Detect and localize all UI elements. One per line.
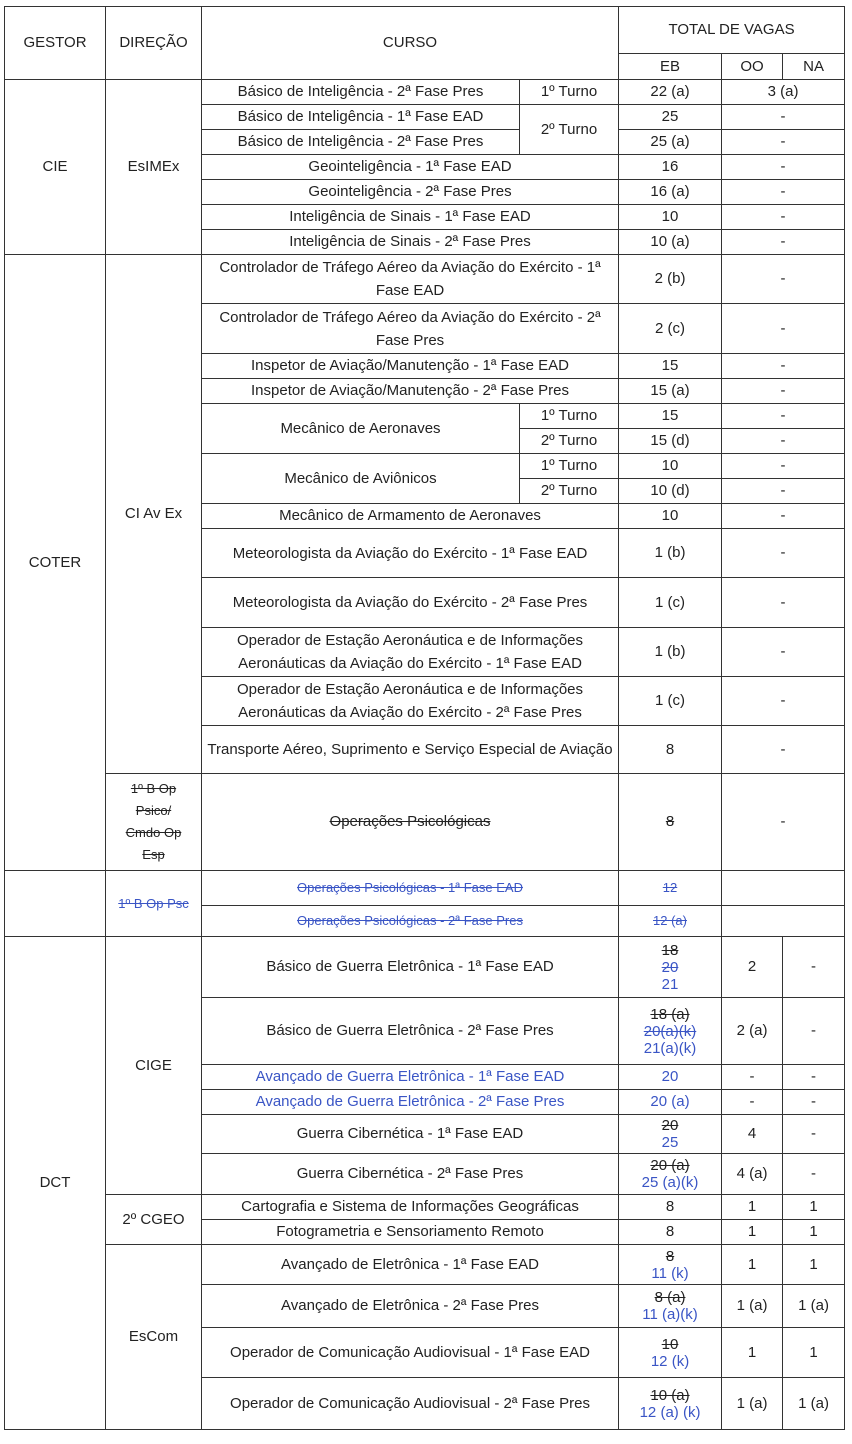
oo-cell: 2 (a) [722, 998, 783, 1065]
curso-cell: Básico de Inteligência - 1ª Fase EAD [202, 105, 520, 130]
eb-cell: 16 [619, 155, 722, 180]
na-cell: 1 (a) [783, 1285, 845, 1328]
eb-cell: 20 [619, 1065, 722, 1090]
eb-cell: 20 (a) 25 (a)(k) [619, 1154, 722, 1195]
eb-cell: 10 (d) [619, 479, 722, 504]
eb-cell: 18 20 21 [619, 937, 722, 998]
oo-cell: 1 [722, 1195, 783, 1220]
eb-cell: 10 (a) [619, 230, 722, 255]
direcao-escom: EsCom [106, 1245, 202, 1430]
eb-cell: 8 [619, 774, 722, 871]
eb-cell: 25 [619, 105, 722, 130]
turno-cell: 1º Turno [520, 454, 619, 479]
direcao-b-op-psc: 1º B Op Psc [106, 871, 202, 937]
curso-cell: Avançado de Guerra Eletrônica - 1ª Fase EAD [202, 1065, 619, 1090]
eb-cell: 10 12 (k) [619, 1328, 722, 1378]
curso-cell: Inteligência de Sinais - 1ª Fase EAD [202, 205, 619, 230]
curso-cell: Controlador de Tráfego Aéreo da Aviação do Exército - 1ª Fase EAD [202, 255, 619, 304]
oona-cell: - [722, 155, 845, 180]
oona-cell: - [722, 404, 845, 429]
na-cell: 1 [783, 1328, 845, 1378]
eb-cell: 10 [619, 205, 722, 230]
curso-cell: Básico de Guerra Eletrônica - 2ª Fase Pres [202, 998, 619, 1065]
na-cell: - [783, 1090, 845, 1115]
eb-cell: 15 [619, 354, 722, 379]
direcao-psico-old: 1º B Op Psico/ Cmdo Op Esp [106, 774, 202, 871]
oo-cell: 1 [722, 1245, 783, 1285]
eb-cell: 15 (d) [619, 429, 722, 454]
eb-cell: 8 [619, 726, 722, 774]
eb-cell: 1 (b) [619, 628, 722, 677]
oona-cell: - [722, 504, 845, 529]
oo-cell: 2 [722, 937, 783, 998]
curso-cell: Avançado de Guerra Eletrônica - 2ª Fase Pres [202, 1090, 619, 1115]
eb-cell: 16 (a) [619, 180, 722, 205]
curso-cell: Mecânico de Armamento de Aeronaves [202, 504, 619, 529]
eb-cell: 8 11 (k) [619, 1245, 722, 1285]
oona-cell: - [722, 628, 845, 677]
header-total-vagas: TOTAL DE VAGAS [619, 7, 845, 54]
eb-cell: 8 (a) 11 (a)(k) [619, 1285, 722, 1328]
eb-cell: 15 (a) [619, 379, 722, 404]
curso-cell: Básico de Guerra Eletrônica - 1ª Fase EAD [202, 937, 619, 998]
eb-cell: 22 (a) [619, 80, 722, 105]
header-gestor: GESTOR [5, 7, 106, 80]
curso-cell: Fotogrametria e Sensoriamento Remoto [202, 1220, 619, 1245]
na-cell: - [783, 1115, 845, 1154]
curso-cell: Meteorologista da Aviação do Exército - 2ª Fase Pres [202, 578, 619, 628]
turno-cell: 2º Turno [520, 105, 619, 155]
eb-cell: 1 (b) [619, 529, 722, 578]
curso-cell: Inspetor de Aviação/Manutenção - 2ª Fase Pres [202, 379, 619, 404]
oona-cell: - [722, 479, 845, 504]
header-curso: CURSO [202, 7, 619, 80]
table-row [5, 937, 845, 998]
curso-cell: Inspetor de Aviação/Manutenção - 1ª Fase EAD [202, 354, 619, 379]
na-cell: 1 [783, 1245, 845, 1285]
na-cell: - [783, 937, 845, 998]
header-eb: EB [619, 54, 722, 80]
oona-cell: - [722, 454, 845, 479]
oo-cell: 1 (a) [722, 1285, 783, 1328]
gestor-coter: COTER [5, 255, 106, 871]
na-cell: 1 [783, 1220, 845, 1245]
oona-cell: - [722, 774, 845, 871]
eb-cell: 8 [619, 1195, 722, 1220]
direcao-ci-av-ex: CI Av Ex [106, 255, 202, 774]
na-cell: 1 [783, 1195, 845, 1220]
na-cell: - [783, 998, 845, 1065]
header-oo: OO [722, 54, 783, 80]
curso-cell: Controlador de Tráfego Aéreo da Aviação do Exército - 2ª Fase Pres [202, 304, 619, 354]
curso-cell: Operador de Comunicação Audiovisual - 2ª Fase Pres [202, 1378, 619, 1430]
oona-cell [722, 871, 845, 906]
eb-cell: 12 [619, 871, 722, 906]
na-cell: - [783, 1065, 845, 1090]
table-row [5, 1245, 845, 1285]
turno-cell: 2º Turno [520, 479, 619, 504]
oona-cell: - [722, 677, 845, 726]
curso-cell: Geointeligência - 2ª Fase Pres [202, 180, 619, 205]
curso-cell: Cartografia e Sistema de Informações Geográficas [202, 1195, 619, 1220]
gestor-dct: DCT [5, 937, 106, 1430]
oo-cell: - [722, 1065, 783, 1090]
na-cell: - [783, 1154, 845, 1195]
eb-cell: 20 25 [619, 1115, 722, 1154]
table-row [5, 871, 845, 906]
oona-cell: - [722, 105, 845, 130]
direcao-cige: CIGE [106, 937, 202, 1195]
oona-cell: - [722, 255, 845, 304]
table-row [5, 1195, 845, 1220]
oona-cell: - [722, 130, 845, 155]
eb-cell: 8 [619, 1220, 722, 1245]
table-row [5, 774, 845, 871]
eb-cell: 25 (a) [619, 130, 722, 155]
gestor-cie: CIE [5, 80, 106, 255]
eb-cell: 1 (c) [619, 578, 722, 628]
curso-cell: Inteligência de Sinais - 2ª Fase Pres [202, 230, 619, 255]
curso-cell: Operador de Estação Aeronáutica e de Informações Aeronáuticas da Aviação do Exército - 2ª Fase Pres [202, 677, 619, 726]
curso-cell: Mecânico de Aeronaves [202, 404, 520, 454]
curso-cell: Guerra Cibernética - 1ª Fase EAD [202, 1115, 619, 1154]
curso-cell: Operador de Comunicação Audiovisual - 1ª Fase EAD [202, 1328, 619, 1378]
header-direcao: DIREÇÃO [106, 7, 202, 80]
eb-cell: 10 (a) 12 (a) (k) [619, 1378, 722, 1430]
curso-cell: Guerra Cibernética - 2ª Fase Pres [202, 1154, 619, 1195]
oona-cell [722, 906, 845, 937]
eb-cell: 20 (a) [619, 1090, 722, 1115]
turno-cell: 1º Turno [520, 80, 619, 105]
curso-cell: Operações Psicológicas - 2ª Fase Pres [202, 906, 619, 937]
curso-cell: Básico de Inteligência - 2ª Fase Pres [202, 130, 520, 155]
direcao-2-cgeo: 2º CGEO [106, 1195, 202, 1245]
eb-cell: 2 (c) [619, 304, 722, 354]
oo-cell: 4 [722, 1115, 783, 1154]
direcao-esimex: EsIMEx [106, 80, 202, 255]
curso-cell: Operações Psicológicas [202, 774, 619, 871]
curso-cell: Geointeligência - 1ª Fase EAD [202, 155, 619, 180]
turno-cell: 1º Turno [520, 404, 619, 429]
oona-cell: - [722, 529, 845, 578]
oo-cell: 1 [722, 1328, 783, 1378]
table-row [5, 255, 845, 304]
curso-cell: Mecânico de Aviônicos [202, 454, 520, 504]
oona-cell: - [722, 578, 845, 628]
eb-cell: 18 (a) 20(a)(k) 21(a)(k) [619, 998, 722, 1065]
eb-cell: 2 (b) [619, 255, 722, 304]
curso-cell: Básico de Inteligência - 2ª Fase Pres [202, 80, 520, 105]
header-na: NA [783, 54, 845, 80]
oona-cell: - [722, 230, 845, 255]
gestor-empty [5, 871, 106, 937]
oona-cell: 3 (a) [722, 80, 845, 105]
eb-cell: 10 [619, 454, 722, 479]
turno-cell: 2º Turno [520, 429, 619, 454]
curso-cell: Operador de Estação Aeronáutica e de Informações Aeronáuticas da Aviação do Exército - 1ª Fase EAD [202, 628, 619, 677]
oona-cell: - [722, 205, 845, 230]
curso-cell: Avançado de Eletrônica - 2ª Fase Pres [202, 1285, 619, 1328]
oo-cell: - [722, 1090, 783, 1115]
eb-cell: 15 [619, 404, 722, 429]
oo-cell: 1 (a) [722, 1378, 783, 1430]
oona-cell: - [722, 354, 845, 379]
eb-cell: 1 (c) [619, 677, 722, 726]
na-cell: 1 (a) [783, 1378, 845, 1430]
oona-cell: - [722, 726, 845, 774]
oona-cell: - [722, 429, 845, 454]
oona-cell: - [722, 304, 845, 354]
eb-cell: 10 [619, 504, 722, 529]
oo-cell: 1 [722, 1220, 783, 1245]
eb-cell: 12 (a) [619, 906, 722, 937]
oo-cell: 4 (a) [722, 1154, 783, 1195]
oona-cell: - [722, 180, 845, 205]
curso-cell: Transporte Aéreo, Suprimento e Serviço Especial de Aviação [202, 726, 619, 774]
oona-cell: - [722, 379, 845, 404]
curso-cell: Operações Psicológicas - 1ª Fase EAD [202, 871, 619, 906]
table-row [5, 80, 845, 105]
curso-cell: Avançado de Eletrônica - 1ª Fase EAD [202, 1245, 619, 1285]
vagas-table [4, 6, 845, 1430]
curso-cell: Meteorologista da Aviação do Exército - 1ª Fase EAD [202, 529, 619, 578]
